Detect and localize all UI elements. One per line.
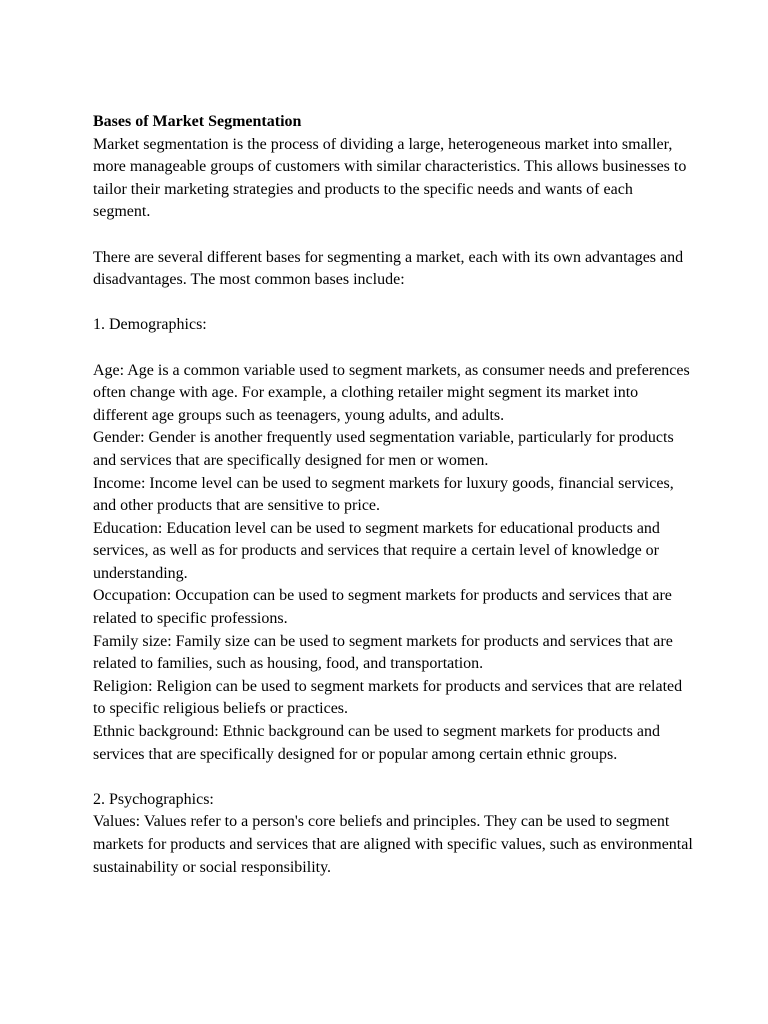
paragraph-gap — [93, 224, 693, 247]
demographic-income-item: Income: Income level can be used to segment markets for luxury goods, financial services, and other products that are sensitive to price. — [93, 474, 674, 515]
demographic-family-size-item: Family size: Family size can be used to segment markets for products and services that are related to families, such as housing, food, and transportation. — [93, 632, 673, 673]
overview-paragraph: There are several different bases for segmenting a market, each with its own advantages and disadvantages. The most common bases include: — [93, 248, 684, 289]
demographic-age-item: Age: Age is a common variable used to segment markets, as consumer needs and preferences often change with age. For example, a clothing retailer might segment its market into different age groups such as teenagers, young adults, and adults. — [93, 361, 690, 424]
intro-paragraph: Market segmentation is the process of dividing a large, heterogeneous market into smaller, more manageable groups of customers with similar characteristics. This allows businesses to tailor their marketing strategies and products to the specific needs and wants of each segment. — [93, 135, 687, 221]
demographic-education-item: Education: Education level can be used to segment markets for educational products and services, as well as for products and services that require a certain level of knowledge or understanding. — [93, 519, 660, 582]
psychographic-values-item: Values: Values refer to a person's core beliefs and principles. They can be used to segment markets for products and services that are aligned with specific values, such as environmental sustainability or social responsibility. — [93, 813, 693, 876]
paragraph-gap — [93, 337, 693, 360]
demographic-gender-item: Gender: Gender is another frequently used segmentation variable, particularly for products and services that are specifically designed for men or women. — [93, 429, 674, 469]
demographic-ethnic-background-item: Ethnic background: Ethnic background can be used to segment markets for products and services that are specifically designed for or popular among certain ethnic groups. — [93, 723, 660, 763]
demographics-heading: 1. Demographics: — [93, 316, 207, 334]
document-title: Bases of Market Segmentation — [93, 113, 302, 130]
document-page — [93, 111, 693, 879]
demographic-occupation-item: Occupation: Occupation can be used to segment markets for products and services that are related to specific professions. — [93, 587, 672, 628]
psychographics-heading: 2. Psychographics: — [93, 790, 214, 808]
demographic-religion-item: Religion: Religion can be used to segment markets for products and services that are related to specific religious beliefs or practices. — [93, 677, 683, 718]
paragraph-gap — [93, 766, 693, 789]
paragraph-gap — [93, 292, 693, 315]
